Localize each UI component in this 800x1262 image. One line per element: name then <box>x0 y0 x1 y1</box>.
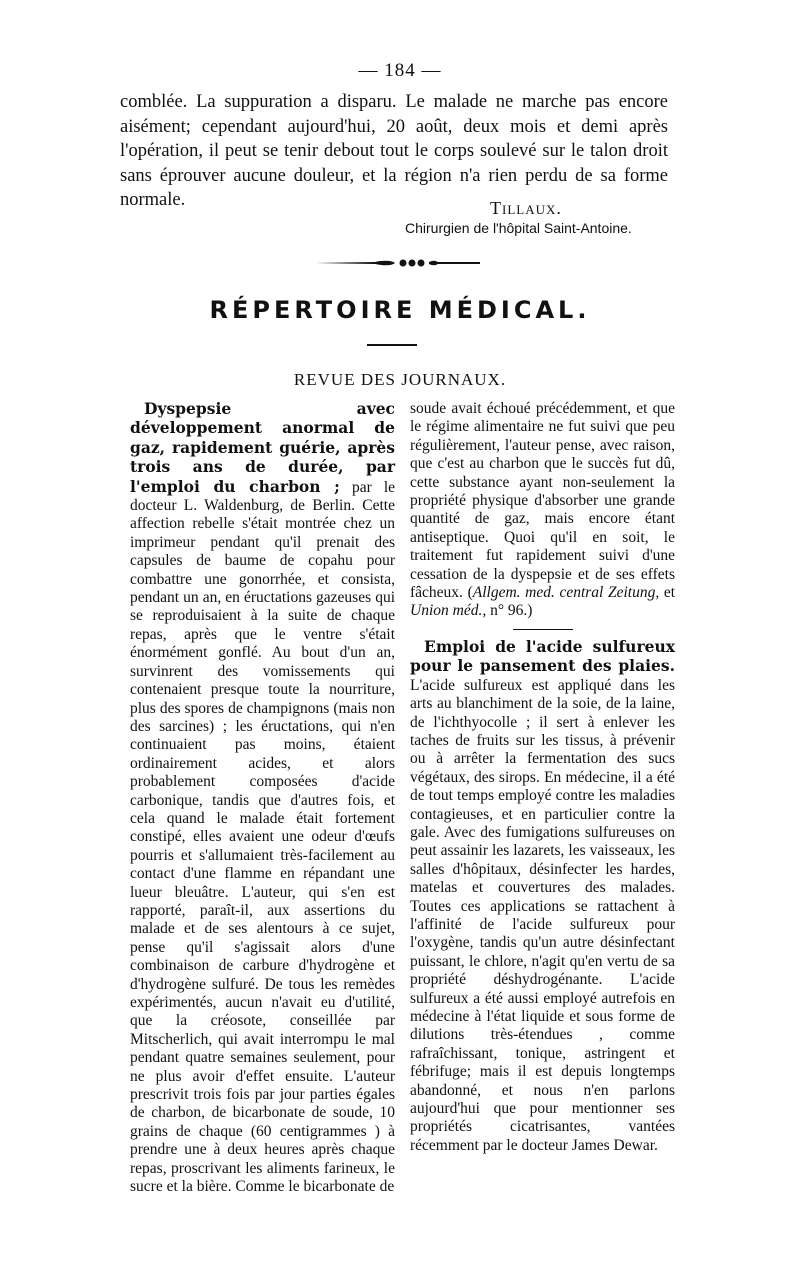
article1-title: Dyspepsie avec développement anormal de gaz, rapidement guérie, après trois ans de durée, par l'emploi du charbon ; <box>130 399 395 496</box>
article1-left-paragraph <box>130 400 395 1196</box>
intro-paragraph-block <box>120 90 668 213</box>
article-separator <box>513 629 573 630</box>
article2-body: L'acide sulfureux est appliqué dans les arts au blanchiment de la soie, de la laine, de l'ichthyocolle ; il sert à enlever les taches de fruits sur les tissus, à prévenir ou à arrêter la fermentation des sucs végétaux, des sirops. En médecine, il a été de tout temps employé contre les maladies contagieuses, et en particulier contre la gale. Avec des fumigations sulfureuses on peut assainir les lazarets, les vaisseaux, les salles d'hôpitaux, désinfecter les hardes, matelas et couvertures des malades. Toutes ces applications se rattachent à l'affinité de l'acide sulfureux pour l'oxygène, tandis qu'un autre désinfectant puissant, le chlore, n'agit qu'en vertu de sa propriété déshydrogénante. L'acide sulfureux a été aussi employé autrefois en médecine à l'état liquide et sous forme de dilutions très-étendues , comme rafraîchissant, tonique, astringent et fébrifuge; mais il est depuis longtemps abandonné, et nous n'en parlons aujourd'hui que pour mentionner ses propriétés cicatrisantes, vantées récemment par le docteur James Dewar. <box>410 676 675 1154</box>
article1-body-left: par le docteur L. Waldenburg, de Berlin. Cette affection rebelle s'était montrée chez un imprimeur pendant qu'il prenait des capsules de baume de copahu pour combattre une gonorrhée, et consista, pendant un an, en éructations gazeuses qui se reproduisaient à la suite de chaque repas, après que le ventre s'était énormément gonflé. Au bout d'un an, survinrent des vomissements qui contenaient presque toute la nourriture, plus des spores de champignons (mais non des sarcines) ; les éructations, qui n'en continuaient pas moins, étaient ordinairement acides, et alors probablement composées d'acide carbonique, tandis que d'autres fois, et cela quand le malade était fortement constipé, elles avaient une odeur d'œufs pourris et s'allumaient très-facilement au contact d'une flamme en répandant une lueur bleuâtre. L'auteur, qui s'en est rapporté, paraît-il, aux assertions du malade et de ses alentours à ce sujet, pense qu'il s'agissait alors d'une combinaison de carbure d'hydrogène et d'hydrogène sulfuré. De tous les remèdes expérimentés, aucun n'avait eu d'utilité, que la créosote, conseillée par Mitscherlich, qui avait interrompu le mal pendant quatre semaines seulement, pour ne plus avoir d'effet ensuite. L'auteur prescrivit trois fois par jour parties égales de charbon, de bicarbonate de soude, 10 grains de chaque (60 centigrammes ) à prendre une à deux heures après chaque repas, proscrivant les aliments farineux, le sucre et la bière. Comme le bicarbonate de <box>130 478 396 1196</box>
signature-role: Chirurgien de l'hôpital Saint-Antoine. <box>405 220 632 236</box>
article1-right-paragraph <box>410 400 675 621</box>
right-column <box>410 400 675 1155</box>
citation-journal: Allgem. med. central Zeitung, <box>472 584 660 602</box>
title-rule <box>367 344 417 346</box>
section-title: RÉPERTOIRE MÉDICAL. <box>209 296 591 324</box>
subsection-title: REVUE DES JOURNAUX. <box>293 370 507 389</box>
intro-paragraph: comblée. La suppuration a disparu. Le malade ne marche pas encore aisément; cependant aujourd'hui, 20 août, deux mois et demi après l'opération, il peut se tenir debout tout le corps soulevé sur le talon droit sans éprouver aucune douleur, et la région n'a rien perdu de sa forme normale. <box>120 92 668 210</box>
citation-and: et <box>659 584 676 602</box>
article1-body-right: soude avait échoué précédemment, et que le régime alimentaire ne fut suivi que peu régulièrement, l'auteur pense, avec raison, que c'est au charbon que le succès fut dû, cette substance ayant non-seulement la propriété physique d'absorber une grande quantité de gaz, mais encore étant antiseptique. Quoi qu'il en soit, le traitement fut rapidement suivi d'une cessation de la dyspepsie et de ses effets fâcheux. <box>410 400 675 602</box>
article2-title: Emploi de l'acide sulfureux pour le pansement des plaies. <box>410 636 675 676</box>
page-number: — 184 — <box>358 60 442 81</box>
article2-paragraph <box>410 638 675 1155</box>
decorative-divider <box>315 257 480 269</box>
citation-number: n° 96.) <box>486 602 533 620</box>
citation-journal-2: Union méd., <box>410 602 487 620</box>
signature-name: Tillaux. <box>490 198 562 218</box>
citation-open: ( <box>467 584 473 602</box>
left-column <box>130 400 395 1196</box>
